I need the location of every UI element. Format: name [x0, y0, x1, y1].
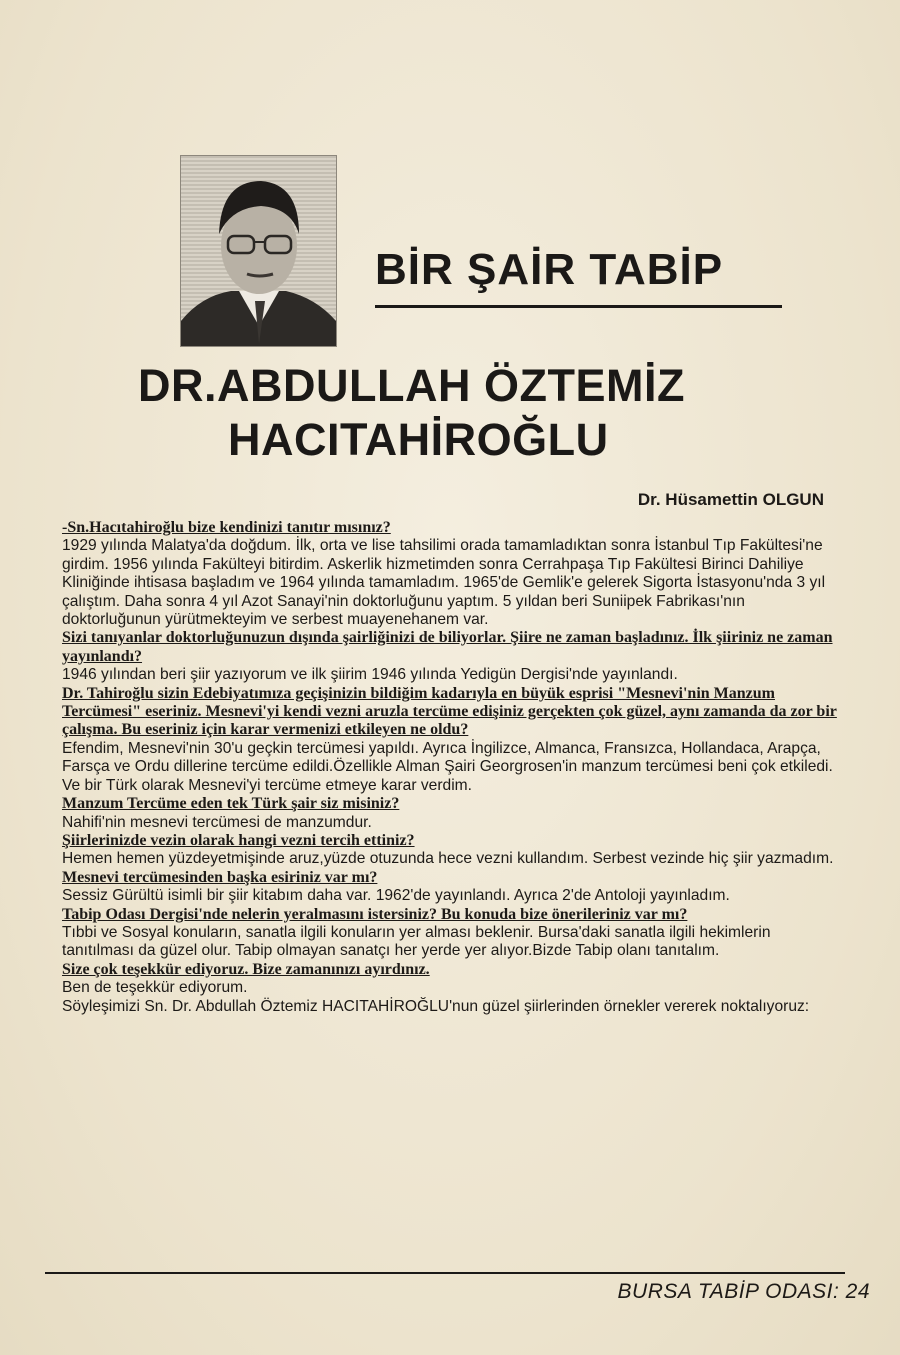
question-8: Size çok teşekkür ediyoruz. Bize zamanınızı ayırdınız.	[62, 960, 430, 978]
article-author: Dr. Hüsamettin OLGUN	[637, 490, 824, 509]
interview-body	[62, 519, 842, 1016]
answer-3: Efendim, Mesnevi'nin 30'u geçkin tercümesi yapıldı. Ayrıca İngilizce, Almanca, Fransızca, Hollandaca, Arapça, Farsça ve Ordu dillerine tercüme edildi.Özellikle Alman Şairi Georgrosen'in manzum tercümesi beni çok etkiledi. Ve bir Türk olarak Mesnevi'yi tercüme etmeye karar verdim.	[62, 739, 833, 794]
answer-8: Ben de teşekkür ediyorum.	[62, 979, 248, 997]
question-3: Dr. Tahiroğlu sizin Edebiyatımıza geçişinizin bildiğim kadarıyla en büyük esprisi "Mesnevi'nin Manzum Tercümesi" eseriniz. Mesnevi'yi kendi vezni aruzla tercüme edişiniz gerçekten çok güzel, aynı zamanda da zor bir çalışma. Bu eseriniz için karar vermenizi etkileyen ne oldu?	[62, 684, 837, 739]
answer-6: Sessiz Gürültü isimli bir şiir kitabım daha var. 1962'de yayınlandı. Ayrıca 2'de Antoloji yayınladım.	[62, 887, 730, 905]
answer-7: Tıbbi ve Sosyal konuların, sanatla ilgili konuların yer alması beklenir. Bursa'daki sanatla ilgili hekimlerin tanıtılması da güzel olur. Tabip olmayan sanatçı her yerde yer alıyor.Bizde Tabip olanı tanıtalım.	[62, 923, 771, 960]
title-underline	[375, 305, 782, 308]
question-4: Manzum Tercüme eden tek Türk şair siz misiniz?	[62, 795, 400, 813]
question-5: Şiirlerinizde vezin olarak hangi vezni tercih ettiniz?	[62, 831, 415, 849]
question-7: Tabip Odası Dergisi'nde nelerin yeralmasını istersiniz? Bu konuda bize önerileriniz var mı?	[62, 905, 688, 923]
answer-4: Nahifi'nin mesnevi tercümesi de manzumdur.	[62, 813, 372, 831]
article-title: BİR ŞAİR TABİP	[375, 245, 724, 294]
author-portrait-photo	[180, 155, 337, 347]
question-1: -Sn.Hacıtahiroğlu bize kendinizi tanıtır mısınız?	[62, 519, 391, 536]
subject-name-line-2: HACITAHİROĞLU	[228, 414, 609, 465]
page-footer: BURSA TABİP ODASI: 24	[617, 1280, 870, 1303]
answer-2: 1946 yılından beri şiir yazıyorum ve ilk şiirim 1946 yılında Yedigün Dergisi'nde yayınlandı.	[62, 666, 678, 684]
question-6: Mesnevi tercümesinden başka esiriniz var mı?	[62, 868, 378, 886]
footer-rule	[45, 1272, 845, 1274]
answer-5: Hemen hemen yüzdeyetmişinde aruz,yüzde otuzunda hece vezni kullandım. Serbest vezinde hiç şiir yazmadım.	[62, 850, 834, 868]
subject-name-line-1: DR.ABDULLAH ÖZTEMİZ	[138, 360, 685, 411]
closing-paragraph: Söyleşimizi Sn. Dr. Abdullah Öztemiz HACITAHİROĞLU'nun güzel şiirlerinden örnekler vererek noktalıyoruz:	[62, 997, 810, 1015]
answer-1: 1929 yılında Malatya'da doğdum. İlk, orta ve lise tahsilimi orada tamamladıktan sonra İstanbul Tıp Fakültesi'ne girdim. 1956 yılında Fakülteyi bitirdim. Askerlik hizmetimden sonra Cerrahpaşa Tıp Fakültesi Birinci Dahiliye Kliniğinde ihtisasa başladım ve 1964 yılında tamamladım. 1965'de Gemlik'e gelerek Sigorta İstasyonu'nda 3 yıl çalıştım. Daha sonra 4 yıl Azot Sanayi'nin doktorluğunu yaptım. 5 yıldan beri Suniipek Fabrikası'nın doktorluğunun yürütmekteyim ve serbest muayenehanem var.	[62, 537, 826, 629]
question-2: Sizi tanıyanlar doktorluğunuzun dışında şairliğinizi de biliyorlar. Şiire ne zaman başladınız. İlk şiiriniz ne zaman yayınlandı?	[62, 629, 833, 665]
